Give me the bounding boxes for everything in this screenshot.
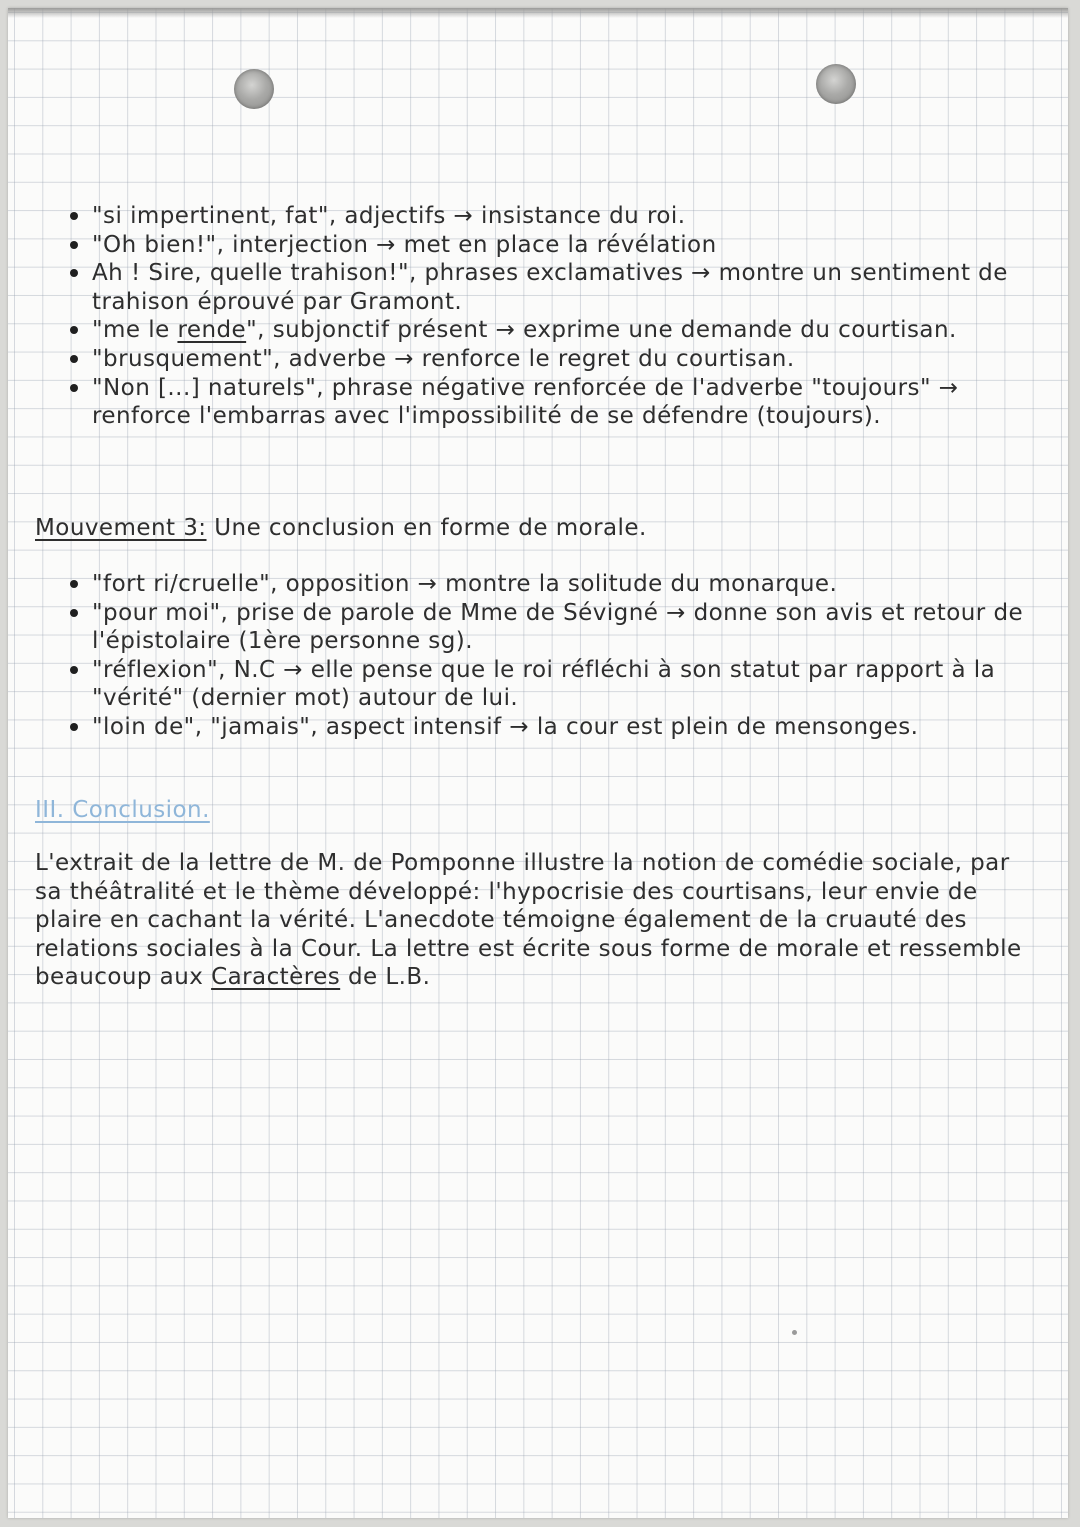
- list-item: [8, 316, 1048, 345]
- bullet-text: "fort ri/cruelle", opposition → montre la solitude du monarque.: [92, 571, 838, 597]
- underlined-word: rende: [177, 317, 247, 344]
- list-item: [8, 374, 1048, 431]
- list-item: [8, 656, 1048, 713]
- bullet-text-after: ", subjonctif présent → exprime une demande du courtisan.: [246, 317, 957, 344]
- conclusion-text-end: de L.B.: [340, 964, 431, 991]
- bullet-text: "si impertinent, fat", adjectifs → insistance du roi.: [92, 203, 686, 229]
- list-item: [8, 599, 1048, 656]
- movement-2-notes: [8, 202, 1048, 431]
- binder-hole-right: [816, 64, 856, 104]
- bullet-text: "loin de", "jamais", aspect intensif → la cour est plein de mensonges.: [92, 713, 919, 740]
- movement-2-bullet-list: [8, 202, 1048, 431]
- bullet-text: "Non [...] naturels", phrase négative renforcée de l'adverbe "toujours" → renforce l'embarras avec l'impossibilité de se défendre (toujours).: [92, 374, 959, 430]
- list-item: [8, 570, 1048, 599]
- bullet-text: "Oh bien!", interjection → met en place la révélation: [92, 231, 717, 258]
- list-item: [8, 345, 1048, 374]
- underlined-book-title: Caractères: [211, 964, 341, 991]
- conclusion-text: L'extrait de la lettre de M. de Pomponne illustre la notion de comédie sociale, par sa théâtralité et le thème développé: l'hypocrisie des courtisans, leur envie de plaire en cachant la vérité. L'anecdote témoigne également de la cruauté des relations sociales à la Cour. La lettre est écrite sous forme de morale et ressemble beaucoup aux: [35, 850, 1022, 991]
- bullet-text: Ah ! Sire, quelle trahison!", phrases exclamatives → montre un sentiment de trahison éprouvé par Gramont.: [92, 260, 1008, 315]
- conclusion-heading: III. Conclusion.: [35, 797, 210, 823]
- bullet-text-before: "me le: [92, 317, 178, 344]
- bullet-text: "pour moi", prise de parole de Mme de Sévigné → donne son avis et retour de l'épistolaire (1ère personne sg).: [92, 599, 1024, 655]
- pencil-mark: [792, 1330, 797, 1335]
- binder-hole-left: [234, 69, 274, 109]
- movement-3-notes: [8, 570, 1048, 742]
- list-item: [8, 713, 1048, 742]
- bullet-text: "réflexion", N.C → elle pense que le roi réfléchi à son statut par rapport à la "vérité" (dernier mot) autour de lui.: [92, 656, 996, 712]
- page-top-edge: [8, 8, 1068, 18]
- movement-3-heading: [35, 514, 1035, 543]
- movement-3-title: Une conclusion en forme de morale.: [206, 515, 647, 541]
- list-item: [8, 231, 1048, 260]
- movement-3-label: Mouvement 3:: [35, 515, 207, 541]
- conclusion-paragraph: [35, 849, 1025, 992]
- list-item: [8, 259, 1048, 316]
- list-item: [8, 202, 1048, 231]
- movement-3-bullet-list: [8, 570, 1048, 742]
- bullet-text: "brusquement", adverbe → renforce le regret du courtisan.: [92, 345, 795, 372]
- notebook-page: [8, 8, 1068, 1518]
